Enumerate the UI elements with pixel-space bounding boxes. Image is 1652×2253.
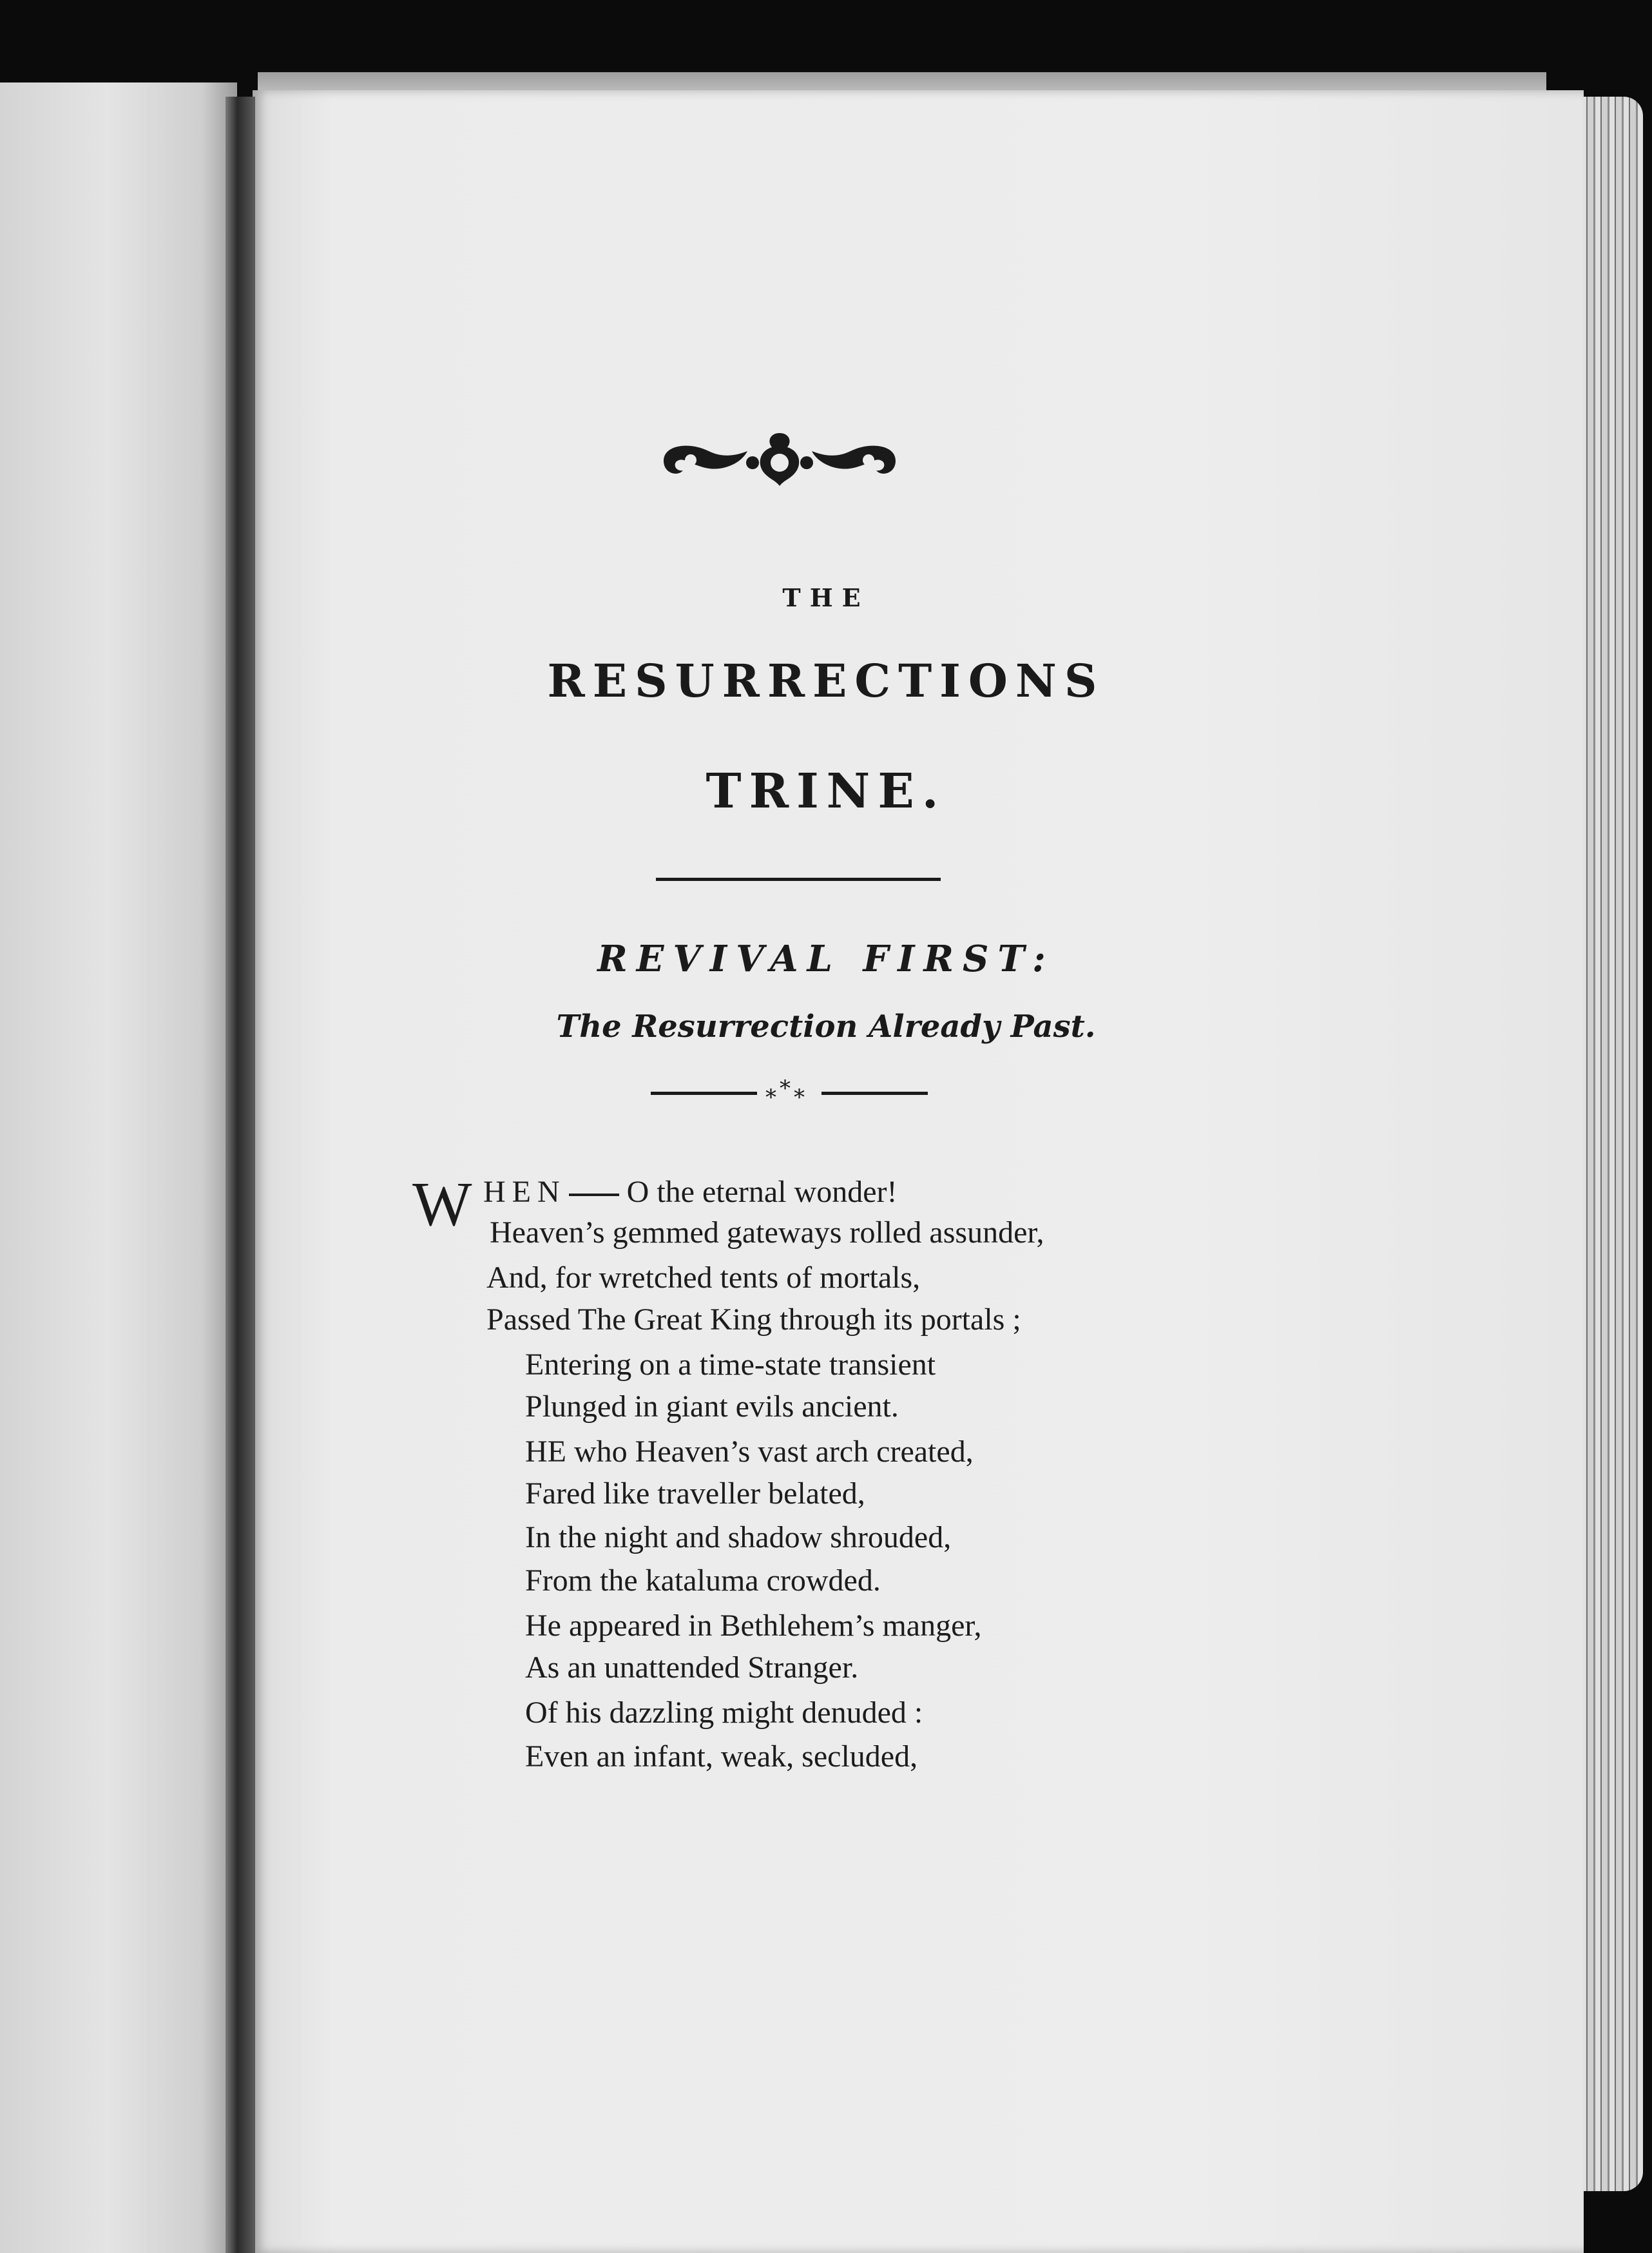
svg-text:*: * xyxy=(780,1078,791,1101)
poem-line: He appeared in Bethlehem’s manger, xyxy=(525,1609,982,1643)
svg-text:*: * xyxy=(794,1085,805,1110)
title-trine: TRINE. xyxy=(706,764,946,819)
poem-line: Even an infant, weak, secluded, xyxy=(525,1739,918,1774)
poem-line: Fared like traveller belated, xyxy=(525,1476,865,1511)
book-gutter xyxy=(226,97,255,2253)
ornament-icon xyxy=(651,425,908,496)
em-dash xyxy=(569,1194,619,1196)
poem-line: From the kataluma crowded. xyxy=(525,1563,881,1598)
poem-first-line xyxy=(483,1174,897,1210)
poem-line: Plunged in giant evils ancient. xyxy=(525,1389,899,1424)
svg-text:*: * xyxy=(765,1085,776,1110)
poem-line: As an unattended Stranger. xyxy=(525,1650,859,1685)
poem-line: Of his dazzling might denuded : xyxy=(525,1696,923,1730)
poem-line: And, for wretched tents of mortals, xyxy=(486,1261,921,1295)
section-heading: REVIVAL FIRST: xyxy=(597,938,1055,980)
drop-cap: W xyxy=(412,1170,472,1239)
facing-page xyxy=(0,82,237,2253)
asterism-divider-icon xyxy=(651,1078,928,1116)
poem-line: Entering on a time-state transient xyxy=(525,1348,936,1382)
poem-line: In the night and shadow shrouded, xyxy=(525,1520,952,1554)
first-line-text: O the eternal wonder! xyxy=(626,1175,898,1209)
first-line-caps: HEN xyxy=(483,1175,566,1209)
title-the: THE xyxy=(782,583,870,612)
poem-line: Passed The Great King through its portals ; xyxy=(486,1302,1021,1337)
section-subtitle: The Resurrection Already Past. xyxy=(556,1009,1096,1045)
poem-line: HE who Heaven’s vast arch created, xyxy=(525,1435,974,1469)
page-title: RESURRECTIONS xyxy=(547,654,1105,708)
title-rule xyxy=(656,878,941,881)
poem-line: Heaven’s gemmed gateways rolled assunder, xyxy=(490,1215,1044,1250)
